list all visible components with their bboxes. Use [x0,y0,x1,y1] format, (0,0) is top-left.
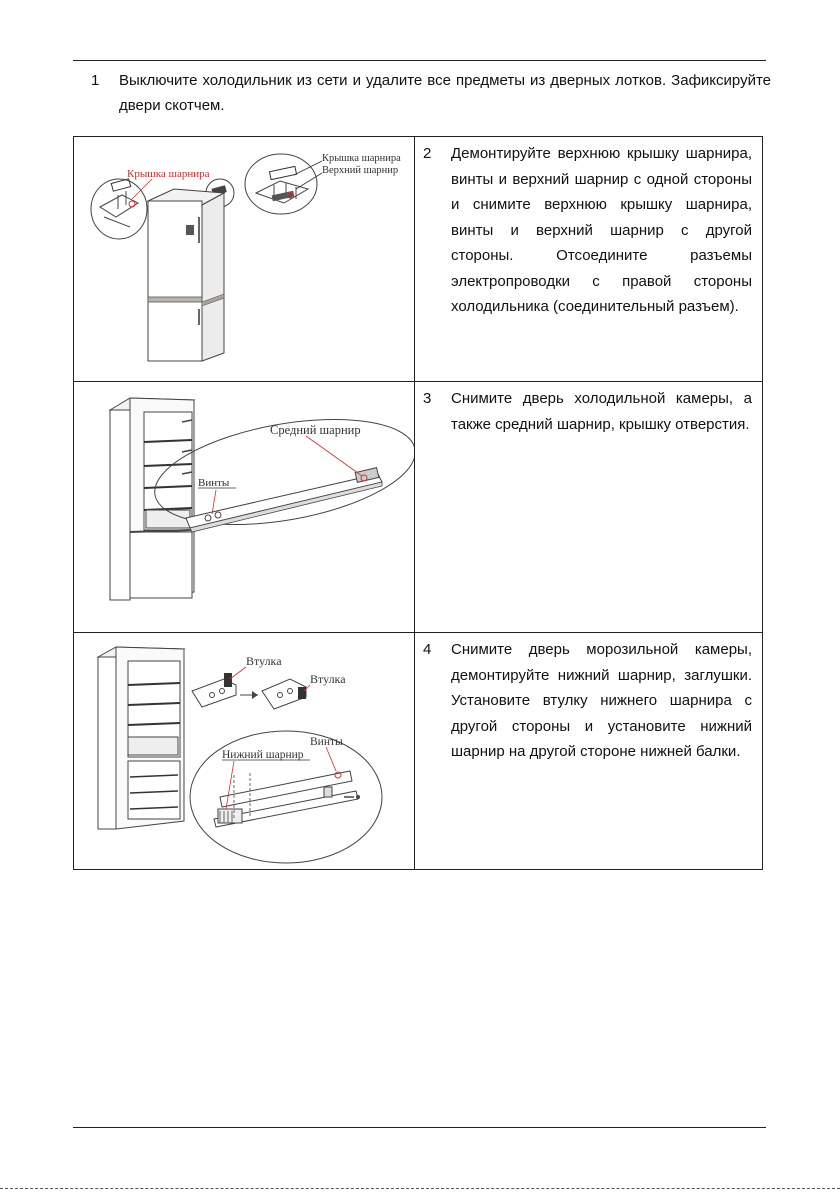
open-refrigerator-drawing [110,398,194,600]
step-1-number: 1 [91,72,100,89]
step-1-text: Выключите холодильник из сети и удалите все предметы из дверных лотков. Зафиксируйте двери скотчем. [119,72,771,114]
step-2-illustration [74,137,415,382]
step-3-instructions [415,382,763,633]
fridge-without-doors-drawing [98,647,184,829]
step-3-number: 3 [423,390,432,407]
step-1 [91,68,771,118]
screws-label-4: Винты [310,736,343,748]
upper-hinge-label: Верхний шарнир [322,165,399,176]
step-2-figure [74,137,414,381]
bushing-label-right: Втулка [310,672,346,686]
refrigerator-drawing [148,189,224,361]
step-4-instructions [415,633,763,870]
step-3-text: Снимите дверь холодильной камеры, а также средний шарнир, крышку отверстия. [451,390,752,433]
instruction-table [73,136,763,870]
bushing-label-left: Втулка [246,654,282,668]
header-rule [73,60,766,61]
hinge-cover-label-left: Крышка шарнира [127,168,210,180]
step-4-text: Снимите дверь морозильной камеры, демонтируйте нижний шарнир, заглушки. Установите втулку нижнего шарнира с другой стороны и установите нижний шарнир на другой стороне нижней балки. [451,641,752,760]
step-3-illustration [74,382,415,633]
lower-hinge-detail [214,771,360,827]
step-2-number: 2 [423,145,432,162]
lower-hinge-label: Нижний шарнир [222,749,304,761]
step-4-row [74,633,763,870]
hinge-cover-label-right: Крышка шарнира [322,153,401,164]
step-3-figure [74,382,414,632]
left-hinge-detail [91,179,147,239]
step-4-illustration [74,633,415,870]
step-2-row [74,137,763,382]
step-2-instructions [415,137,763,382]
screws-label: Винты [198,477,230,489]
page-cut-line [0,1188,840,1189]
step-2-text: Демонтируйте верхнюю крышку шарнира, винты и верхний шарнир с одной стороны и снимите верхнюю крышку шарнира, винты и верхний шарнир с другой стороны. Отсоедините разъемы электропроводки с правой стороны холодильника (соединительный разъем). [451,145,752,315]
step-4-figure [74,633,414,869]
hinge-bushing-detail-1 [192,673,236,707]
footer-rule [73,1127,766,1128]
right-hinge-detail [245,154,317,214]
step-3-row [74,382,763,633]
step-4-number: 4 [423,641,432,658]
hinge-bushing-detail-2 [262,679,306,709]
middle-hinge-label: Средний шарнир [270,423,361,437]
